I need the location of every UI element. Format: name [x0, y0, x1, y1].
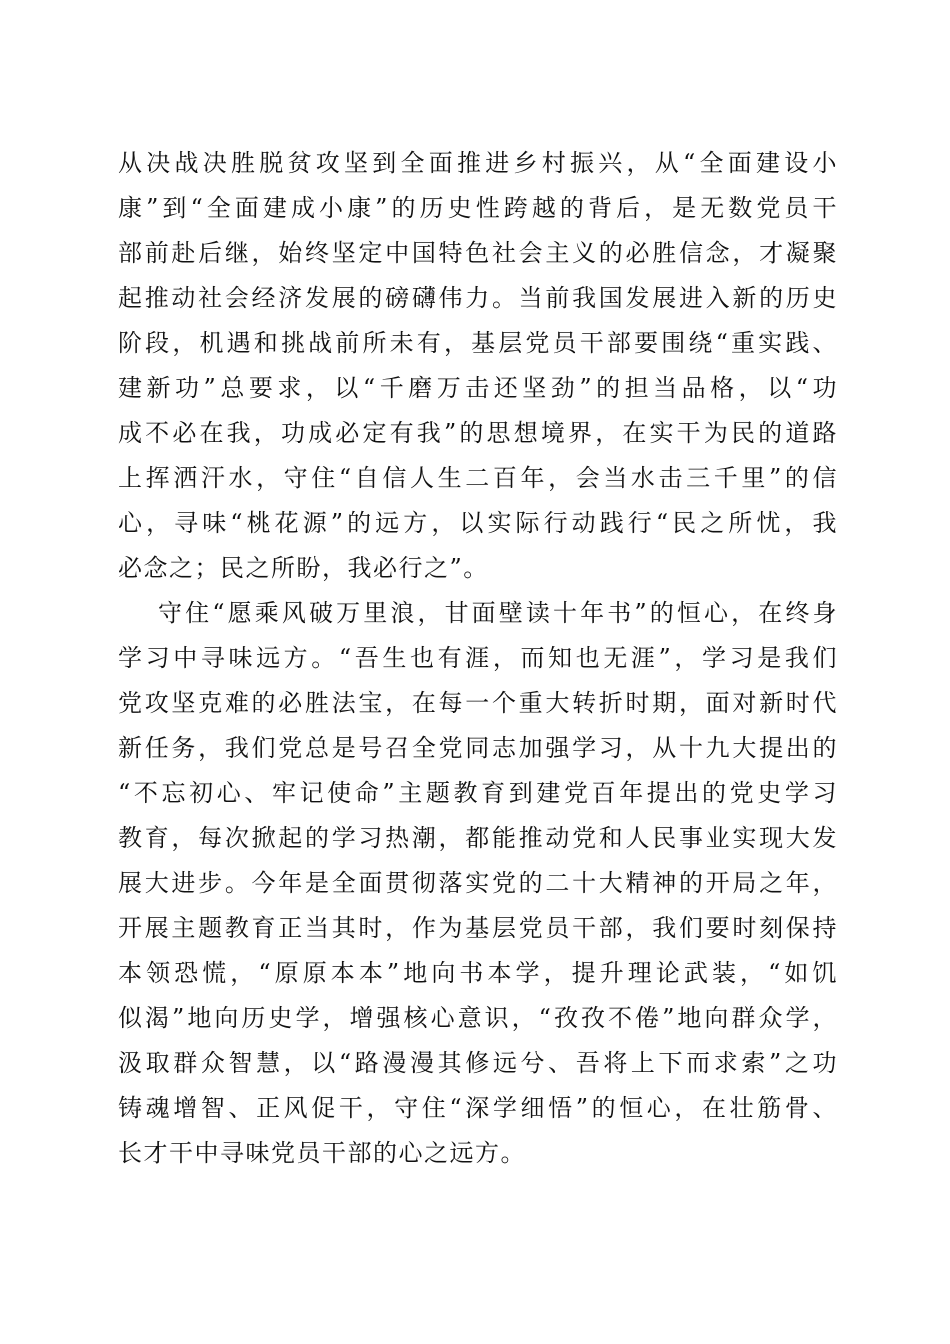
paragraph-2 [118, 591, 838, 1176]
text-line: 铸魂增智、正风促干，守住“深学细悟”的恒心，在壮筋骨、 [118, 1094, 838, 1122]
text-line: 展大进步。今年是全面贯彻落实党的二十大精神的开局之年， [118, 869, 838, 897]
text-line: 开展主题教育正当其时，作为基层党员干部，我们要时刻保持 [118, 914, 838, 942]
text-line: “不忘初心、牢记使命”主题教育到建党百年提出的党史学习 [118, 779, 838, 807]
text-line: 成不必在我，功成必定有我”的思想境界，在实干为民的道路 [118, 419, 838, 447]
text-line: 长才干中寻味党员干部的心之远方。 [118, 1139, 526, 1167]
text-line: 教育，每次掀起的学习热潮，都能推动党和人民事业实现大发 [118, 824, 838, 852]
paragraph-1 [118, 141, 838, 591]
text-line: 部前赴后继，始终坚定中国特色社会主义的必胜信念，才凝聚 [118, 239, 838, 267]
text-line: 上挥洒汗水，守住“自信人生二百年，会当水击三千里”的信 [118, 464, 838, 492]
text-line: 康”到“全面建成小康”的历史性跨越的背后，是无数党员干 [118, 194, 838, 222]
text-line: 学习中寻味远方。“吾生也有涯，而知也无涯”，学习是我们 [118, 644, 838, 672]
text-line: 党攻坚克难的必胜法宝，在每一个重大转折时期，面对新时代 [118, 689, 838, 717]
text-line: 守住“愿乘风破万里浪，甘面壁读十年书”的恒心，在终身 [158, 599, 838, 627]
text-line: 阶段，机遇和挑战前所未有，基层党员干部要围绕“重实践、 [118, 329, 838, 357]
text-line: 似渴”地向历史学，增强核心意识，“孜孜不倦”地向群众学， [118, 1004, 838, 1032]
text-line: 本领恐慌，“原原本本”地向书本学，提升理论武装，“如饥 [118, 959, 838, 987]
text-line: 起推动社会经济发展的磅礴伟力。当前我国发展进入新的历史 [118, 284, 838, 312]
text-line: 心，寻味“桃花源”的远方，以实际行动践行“民之所忧，我 [118, 509, 838, 537]
text-line: 建新功”总要求，以“千磨万击还坚劲”的担当品格，以“功 [118, 374, 838, 402]
text-line: 从决战决胜脱贫攻坚到全面推进乡村振兴，从“全面建设小 [118, 149, 838, 177]
text-line: 新任务，我们党总是号召全党同志加强学习，从十九大提出的 [118, 734, 838, 762]
text-line: 汲取群众智慧，以“路漫漫其修远兮、吾将上下而求索”之功 [118, 1049, 838, 1077]
body-text [118, 141, 838, 1176]
text-line: 必念之；民之所盼，我必行之”。 [118, 554, 489, 582]
